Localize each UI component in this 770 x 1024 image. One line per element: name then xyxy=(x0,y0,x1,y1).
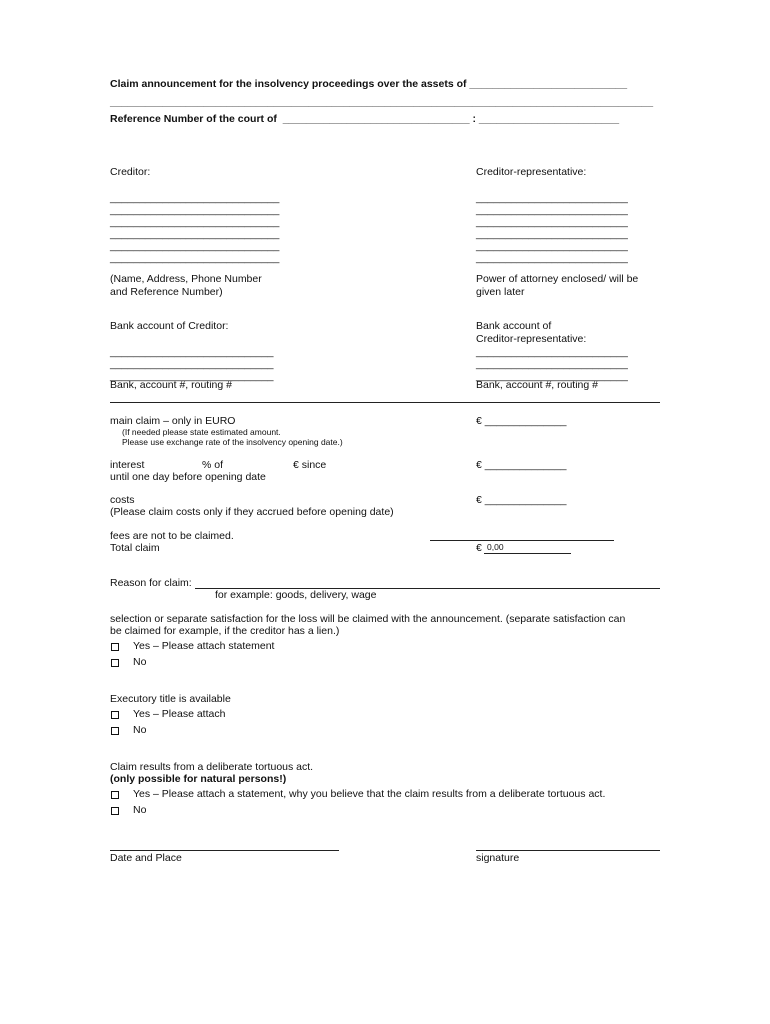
creditor-note: and Reference Number) xyxy=(110,286,223,298)
executory-no-label: No xyxy=(133,724,147,736)
creditor-blank-line[interactable]: _____________________________ xyxy=(110,192,280,204)
date-place-line[interactable] xyxy=(110,850,339,851)
rep-blank-line[interactable]: __________________________ xyxy=(476,204,628,216)
signature-label: signature xyxy=(476,852,520,864)
creditor-blank-line[interactable]: _____________________________ xyxy=(110,252,280,264)
rep-bank-blank-line[interactable]: __________________________ xyxy=(476,346,628,358)
reason-example: for example: goods, delivery, wage xyxy=(215,589,377,601)
separate-yes-checkbox[interactable] xyxy=(111,643,119,651)
costs-note: (Please claim costs only if they accrued before opening date) xyxy=(110,506,394,518)
separate-no-label: No xyxy=(133,656,147,668)
section-divider xyxy=(110,402,660,403)
rep-blank-line[interactable]: __________________________ xyxy=(476,240,628,252)
tortuous-yes-label: Yes – Please attach a statement, why you believe that the claim results from a deliberate tortuous act. xyxy=(133,788,606,800)
executory-yes-checkbox[interactable] xyxy=(111,711,119,719)
tortuous-note: (only possible for natural persons!) xyxy=(110,773,287,785)
rep-bank-blank-line[interactable]: __________________________ xyxy=(476,358,628,370)
creditor-label: Creditor: xyxy=(110,166,151,178)
creditor-blank-line[interactable]: _____________________________ xyxy=(110,228,280,240)
interest-since-label: € since xyxy=(293,459,327,471)
separate-no-checkbox[interactable] xyxy=(111,659,119,667)
creditor-bank-blank-line[interactable]: ____________________________ xyxy=(110,346,274,358)
creditor-bank-label: Bank account of Creditor: xyxy=(110,320,229,332)
creditor-blank-line[interactable]: _____________________________ xyxy=(110,240,280,252)
rep-note: Power of attorney enclosed/ will be xyxy=(476,273,639,285)
costs-label: costs xyxy=(110,494,135,506)
creditor-bank-blank-line[interactable]: ____________________________ xyxy=(110,370,274,382)
signature-line[interactable] xyxy=(476,850,660,851)
tortuous-label: Claim results from a deliberate tortuous act. xyxy=(110,761,314,773)
rep-bank-label: Bank account of xyxy=(476,320,552,332)
costs-amount-field[interactable]: € ______________ xyxy=(476,494,567,506)
reason-label: Reason for claim: xyxy=(110,577,192,589)
creditor-blank-line[interactable]: _____________________________ xyxy=(110,216,280,228)
interest-note: until one day before opening date xyxy=(110,471,266,483)
creditor-bank-caption: Bank, account #, routing # xyxy=(110,379,232,391)
rep-note: given later xyxy=(476,286,525,298)
document-title: Claim announcement for the insolvency proceedings over the assets of ___________________________ xyxy=(110,78,628,90)
total-currency: € xyxy=(476,542,482,554)
main-claim-label: main claim – only in EURO xyxy=(110,415,236,427)
creditor-blank-line[interactable]: _____________________________ xyxy=(110,204,280,216)
court-reference-line[interactable]: Reference Number of the court of ________________________________ : ________________________ xyxy=(110,113,620,125)
rep-blank-line[interactable]: __________________________ xyxy=(476,192,628,204)
main-claim-note: (If needed please state estimated amount. xyxy=(122,427,281,437)
executory-yes-label: Yes – Please attach xyxy=(133,708,226,720)
rep-bank-label: Creditor-representative: xyxy=(476,333,587,345)
fees-note: fees are not to be claimed. xyxy=(110,530,234,542)
separate-satisfaction-text: selection or separate satisfaction for the loss will be claimed with the announcement. (separate satisfaction can xyxy=(110,613,626,625)
creditor-rep-label: Creditor-representative: xyxy=(476,166,587,178)
creditor-note: (Name, Address, Phone Number xyxy=(110,273,262,285)
tortuous-no-checkbox[interactable] xyxy=(111,807,119,815)
date-place-label: Date and Place xyxy=(110,852,182,864)
interest-amount-field[interactable]: € ______________ xyxy=(476,459,567,471)
rep-blank-line[interactable]: __________________________ xyxy=(476,228,628,240)
tortuous-no-label: No xyxy=(133,804,147,816)
separate-yes-label: Yes – Please attach statement xyxy=(133,640,275,652)
main-claim-amount-field[interactable]: € ______________ xyxy=(476,415,567,427)
total-claim-value: 0,00 xyxy=(487,542,504,552)
executory-no-checkbox[interactable] xyxy=(111,727,119,735)
total-separator-line xyxy=(430,540,614,541)
rep-bank-caption: Bank, account #, routing # xyxy=(476,379,598,391)
interest-label: interest xyxy=(110,459,145,471)
separate-satisfaction-text: be claimed for example, if the creditor has a lien.) xyxy=(110,625,340,637)
rep-blank-line[interactable]: __________________________ xyxy=(476,216,628,228)
rep-blank-line[interactable]: __________________________ xyxy=(476,252,628,264)
rep-bank-blank-line[interactable]: __________________________ xyxy=(476,370,628,382)
total-claim-label: Total claim xyxy=(110,542,160,554)
creditor-bank-blank-line[interactable]: ____________________________ xyxy=(110,358,274,370)
executory-label: Executory title is available xyxy=(110,693,231,705)
assets-blank-line[interactable]: _____________________________________________________________________________________________ xyxy=(110,96,654,108)
total-underline xyxy=(484,553,571,554)
main-claim-note: Please use exchange rate of the insolvency opening date.) xyxy=(122,437,343,447)
interest-percent-label: % of xyxy=(202,459,224,471)
tortuous-yes-checkbox[interactable] xyxy=(111,791,119,799)
